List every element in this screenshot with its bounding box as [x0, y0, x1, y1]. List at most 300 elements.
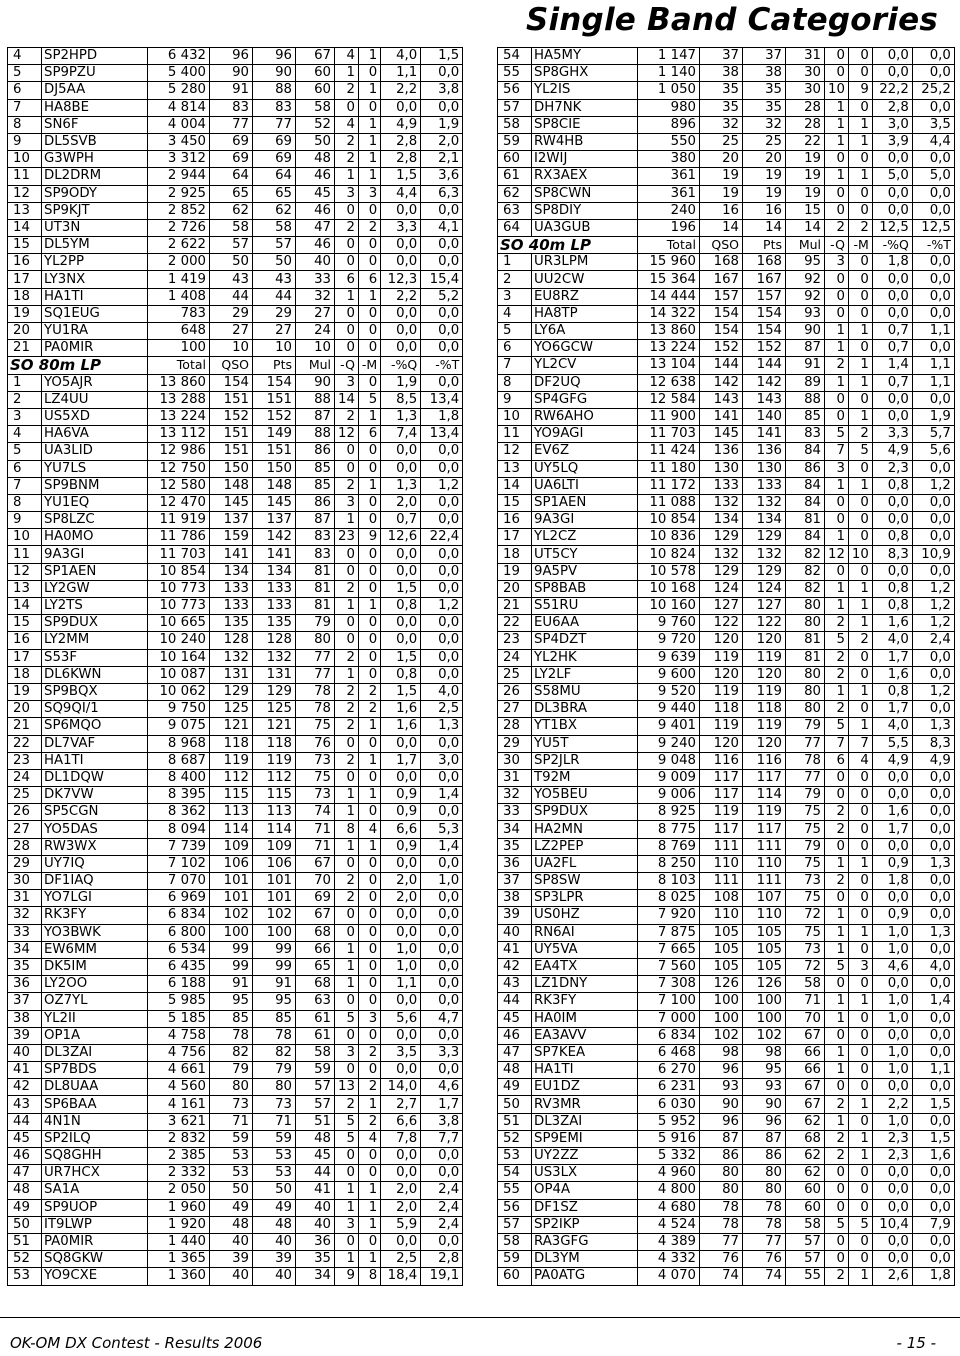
value-cell: 0: [848, 202, 872, 219]
value-cell: 0: [848, 1199, 872, 1216]
callsign-cell: HA2MN: [532, 821, 638, 838]
value-cell: 0,9: [381, 787, 421, 804]
value-cell: 2 050: [148, 1182, 210, 1199]
callsign-cell: SP5CGN: [42, 804, 148, 821]
value-cell: 112: [253, 769, 296, 786]
table-row: [8, 1096, 463, 1113]
value-cell: 1 050: [638, 82, 700, 99]
callsign-cell: EU1DZ: [532, 1079, 638, 1096]
value-cell: 82: [210, 1044, 253, 1061]
value-cell: 0: [335, 735, 359, 752]
value-cell: 2: [335, 701, 359, 718]
value-cell: 116: [700, 752, 743, 769]
callsign-cell: YO5BEU: [532, 787, 638, 804]
value-cell: 1 419: [148, 271, 210, 288]
callsign-cell: SP8CWN: [532, 185, 638, 202]
rank-cell: 20: [498, 580, 532, 597]
value-cell: 143: [743, 391, 786, 408]
value-cell: 129: [253, 683, 296, 700]
value-cell: 53: [253, 1165, 296, 1182]
value-cell: 2: [335, 133, 359, 150]
value-cell: 73: [210, 1096, 253, 1113]
value-cell: 132: [210, 649, 253, 666]
results-column-right: [497, 47, 955, 1286]
value-cell: 49: [210, 1199, 253, 1216]
value-cell: 12: [825, 546, 849, 563]
value-cell: 113: [210, 804, 253, 821]
value-cell: 83: [253, 99, 296, 116]
value-cell: 66: [786, 1062, 825, 1079]
value-cell: 0: [825, 65, 849, 82]
callsign-cell: US5XD: [42, 408, 148, 425]
value-cell: 59: [210, 1130, 253, 1147]
rank-cell: 9: [498, 391, 532, 408]
value-cell: 0: [358, 460, 380, 477]
value-cell: 0,8: [872, 529, 912, 546]
value-cell: 120: [743, 666, 786, 683]
table-row: [498, 666, 955, 683]
value-cell: 82: [786, 580, 825, 597]
value-cell: 38: [743, 65, 786, 82]
value-cell: 0: [335, 632, 359, 649]
table-row: [498, 821, 955, 838]
value-cell: 0,0: [872, 1251, 912, 1268]
value-cell: 0,0: [912, 1027, 954, 1044]
value-cell: 152: [700, 340, 743, 357]
value-cell: 144: [700, 357, 743, 374]
value-cell: 14: [700, 219, 743, 236]
value-cell: 13 104: [638, 357, 700, 374]
value-cell: 15 364: [638, 271, 700, 288]
value-cell: 3,3: [872, 426, 912, 443]
value-cell: 1: [358, 82, 380, 99]
value-cell: 12,3: [381, 271, 421, 288]
value-cell: 2 925: [148, 185, 210, 202]
value-cell: 61: [296, 1010, 335, 1027]
value-cell: 1: [335, 787, 359, 804]
value-cell: 154: [743, 305, 786, 322]
value-cell: 1,2: [912, 683, 954, 700]
value-cell: 106: [210, 855, 253, 872]
rank-cell: 58: [498, 1233, 532, 1250]
table-row: [498, 133, 955, 150]
table-row: [8, 701, 463, 718]
value-cell: 0,0: [912, 65, 954, 82]
value-cell: 7,4: [381, 426, 421, 443]
rank-cell: 58: [498, 116, 532, 133]
rank-cell: 50: [8, 1216, 42, 1233]
column-header: Pts: [743, 237, 786, 254]
value-cell: 9 048: [638, 752, 700, 769]
value-cell: 1: [825, 924, 849, 941]
value-cell: 0,8: [872, 683, 912, 700]
value-cell: 121: [210, 718, 253, 735]
callsign-cell: DF1SZ: [532, 1199, 638, 1216]
value-cell: 0,0: [421, 941, 463, 958]
value-cell: 83: [786, 426, 825, 443]
value-cell: 0: [825, 769, 849, 786]
value-cell: 68: [786, 1130, 825, 1147]
callsign-cell: DL1DQW: [42, 769, 148, 786]
value-cell: 1: [825, 340, 849, 357]
table-row: [498, 460, 955, 477]
table-row: [8, 1216, 463, 1233]
table-row: [8, 941, 463, 958]
value-cell: 0,0: [912, 340, 954, 357]
value-cell: 0: [358, 976, 380, 993]
value-cell: 0: [825, 890, 849, 907]
value-cell: 0: [848, 1079, 872, 1096]
rank-cell: 30: [8, 873, 42, 890]
callsign-cell: EU8RZ: [532, 288, 638, 305]
value-cell: 6 969: [148, 890, 210, 907]
rank-cell: 25: [498, 666, 532, 683]
value-cell: 0,0: [421, 65, 463, 82]
value-cell: 1: [358, 787, 380, 804]
value-cell: 2,4: [421, 1199, 463, 1216]
value-cell: 78: [743, 1199, 786, 1216]
value-cell: 0: [335, 1165, 359, 1182]
value-cell: 6 270: [638, 1062, 700, 1079]
value-cell: 151: [210, 443, 253, 460]
value-cell: 0: [358, 237, 380, 254]
value-cell: 0,0: [912, 941, 954, 958]
callsign-cell: SP9KJT: [42, 202, 148, 219]
value-cell: 5 952: [638, 1113, 700, 1130]
value-cell: 0: [848, 1062, 872, 1079]
value-cell: 7,7: [421, 1130, 463, 1147]
table-row: [498, 907, 955, 924]
value-cell: 9: [358, 529, 380, 546]
value-cell: 1,7: [872, 649, 912, 666]
value-cell: 50: [253, 1182, 296, 1199]
value-cell: 60: [786, 1199, 825, 1216]
value-cell: 58: [210, 219, 253, 236]
value-cell: 4 680: [638, 1199, 700, 1216]
callsign-cell: YO5DAS: [42, 821, 148, 838]
value-cell: 6 468: [638, 1044, 700, 1061]
callsign-cell: SP1AEN: [532, 494, 638, 511]
value-cell: 0,0: [381, 460, 421, 477]
value-cell: 0,0: [381, 305, 421, 322]
value-cell: 5: [825, 1216, 849, 1233]
rank-cell: 44: [498, 993, 532, 1010]
value-cell: 112: [210, 769, 253, 786]
value-cell: 1: [848, 598, 872, 615]
table-row: [498, 598, 955, 615]
value-cell: 4 756: [148, 1044, 210, 1061]
value-cell: 1: [358, 838, 380, 855]
value-cell: 10 578: [638, 563, 700, 580]
callsign-cell: LY3NX: [42, 271, 148, 288]
callsign-cell: 9A3GI: [532, 512, 638, 529]
value-cell: 0: [358, 958, 380, 975]
value-cell: 8 775: [638, 821, 700, 838]
value-cell: 0,0: [421, 924, 463, 941]
value-cell: 57: [786, 1233, 825, 1250]
rank-cell: 28: [498, 718, 532, 735]
value-cell: 2: [335, 873, 359, 890]
value-cell: 0,0: [381, 1148, 421, 1165]
value-cell: 0: [848, 976, 872, 993]
value-cell: 0,0: [421, 890, 463, 907]
value-cell: 1,9: [912, 408, 954, 425]
table-row: [498, 632, 955, 649]
value-cell: 15: [786, 202, 825, 219]
value-cell: 0: [358, 924, 380, 941]
value-cell: 11 919: [148, 512, 210, 529]
value-cell: 0: [848, 48, 872, 65]
value-cell: 13 224: [148, 408, 210, 425]
value-cell: 87: [743, 1130, 786, 1147]
value-cell: 1,3: [381, 477, 421, 494]
table-row: [8, 1233, 463, 1250]
callsign-cell: DJ5AA: [42, 82, 148, 99]
value-cell: 80: [700, 1182, 743, 1199]
value-cell: 0: [358, 374, 380, 391]
value-cell: 0,0: [912, 976, 954, 993]
value-cell: 1,6: [381, 701, 421, 718]
value-cell: 100: [210, 924, 253, 941]
rank-cell: 8: [498, 374, 532, 391]
callsign-cell: YL2HK: [532, 649, 638, 666]
table-row: [8, 151, 463, 168]
value-cell: 25,2: [912, 82, 954, 99]
table-row: [8, 1165, 463, 1182]
callsign-cell: YO7LGI: [42, 890, 148, 907]
value-cell: 1,5: [912, 1096, 954, 1113]
value-cell: 95: [253, 993, 296, 1010]
value-cell: 4,0: [872, 632, 912, 649]
table-row: [498, 202, 955, 219]
table-row: [8, 1062, 463, 1079]
rank-cell: 5: [8, 65, 42, 82]
callsign-cell: DL3YM: [532, 1251, 638, 1268]
value-cell: 8 400: [148, 769, 210, 786]
value-cell: 137: [210, 512, 253, 529]
value-cell: 91: [253, 976, 296, 993]
value-cell: 1,6: [381, 718, 421, 735]
callsign-cell: YU1EQ: [42, 494, 148, 511]
rank-cell: 7: [498, 357, 532, 374]
value-cell: 1: [358, 151, 380, 168]
value-cell: 1: [358, 116, 380, 133]
value-cell: 65: [210, 185, 253, 202]
value-cell: 0: [335, 855, 359, 872]
value-cell: 80: [786, 701, 825, 718]
value-cell: 1,5: [381, 649, 421, 666]
callsign-cell: DK7VW: [42, 787, 148, 804]
value-cell: 40: [296, 254, 335, 271]
value-cell: 9 520: [638, 683, 700, 700]
value-cell: 136: [743, 443, 786, 460]
value-cell: 11 786: [148, 529, 210, 546]
value-cell: 1: [825, 99, 849, 116]
value-cell: 2: [335, 649, 359, 666]
table-row: [8, 65, 463, 82]
value-cell: 46: [296, 168, 335, 185]
value-cell: 1: [825, 598, 849, 615]
value-cell: 76: [700, 1251, 743, 1268]
table-row: [498, 941, 955, 958]
column-header: Pts: [253, 357, 296, 374]
value-cell: 0: [335, 769, 359, 786]
value-cell: 95: [210, 993, 253, 1010]
value-cell: 7 739: [148, 838, 210, 855]
value-cell: 3,9: [872, 133, 912, 150]
value-cell: 0: [358, 580, 380, 597]
value-cell: 0,0: [381, 340, 421, 357]
value-cell: 37: [743, 48, 786, 65]
value-cell: 0,0: [421, 563, 463, 580]
table-row: [8, 580, 463, 597]
value-cell: 96: [700, 1113, 743, 1130]
callsign-cell: UR7HCX: [42, 1165, 148, 1182]
value-cell: 5: [335, 1130, 359, 1147]
value-cell: 52: [296, 116, 335, 133]
value-cell: 6,6: [381, 1113, 421, 1130]
table-row: [498, 391, 955, 408]
value-cell: 105: [743, 941, 786, 958]
value-cell: 9 075: [148, 718, 210, 735]
value-cell: 109: [253, 838, 296, 855]
value-cell: 1: [848, 615, 872, 632]
value-cell: 1 140: [638, 65, 700, 82]
value-cell: 0,7: [872, 323, 912, 340]
value-cell: 1 960: [148, 1199, 210, 1216]
value-cell: 68: [296, 924, 335, 941]
value-cell: 0,0: [912, 305, 954, 322]
rank-cell: 27: [498, 701, 532, 718]
callsign-cell: OP4A: [532, 1182, 638, 1199]
value-cell: 2: [825, 1130, 849, 1147]
callsign-cell: SP8LZC: [42, 512, 148, 529]
category-header: [8, 357, 463, 374]
value-cell: 82: [786, 546, 825, 563]
value-cell: 73: [253, 1096, 296, 1113]
table-row: [498, 1010, 955, 1027]
callsign-cell: HA1TI: [42, 752, 148, 769]
value-cell: 0: [358, 1165, 380, 1182]
value-cell: 1,9: [421, 116, 463, 133]
rank-cell: 49: [498, 1079, 532, 1096]
value-cell: 90: [296, 374, 335, 391]
value-cell: 0,0: [381, 1165, 421, 1182]
table-row: [498, 1044, 955, 1061]
callsign-cell: YU1RA: [42, 323, 148, 340]
value-cell: 4: [848, 752, 872, 769]
value-cell: 81: [296, 563, 335, 580]
value-cell: 154: [743, 323, 786, 340]
rank-cell: 31: [8, 890, 42, 907]
value-cell: 1: [848, 1096, 872, 1113]
value-cell: 148: [210, 477, 253, 494]
table-row: [498, 340, 955, 357]
value-cell: 1: [848, 477, 872, 494]
value-cell: 5,9: [381, 1216, 421, 1233]
table-row: [8, 374, 463, 391]
value-cell: 32: [296, 288, 335, 305]
callsign-cell: SP9DUX: [532, 804, 638, 821]
table-row: [498, 976, 955, 993]
table-row: [498, 580, 955, 597]
rank-cell: 23: [8, 752, 42, 769]
value-cell: 111: [743, 873, 786, 890]
value-cell: 93: [786, 305, 825, 322]
value-cell: 9 600: [638, 666, 700, 683]
rank-cell: 59: [498, 133, 532, 150]
value-cell: 0,0: [872, 48, 912, 65]
value-cell: 0: [848, 804, 872, 821]
value-cell: 110: [700, 855, 743, 872]
value-cell: 2,4: [912, 632, 954, 649]
value-cell: 0: [825, 494, 849, 511]
value-cell: 0: [825, 288, 849, 305]
rank-cell: 32: [8, 907, 42, 924]
rank-cell: 15: [8, 237, 42, 254]
value-cell: 80: [743, 1182, 786, 1199]
table-row: [498, 1199, 955, 1216]
value-cell: 8 769: [638, 838, 700, 855]
value-cell: 0,0: [912, 48, 954, 65]
value-cell: 53: [253, 1148, 296, 1165]
value-cell: 3: [335, 494, 359, 511]
rank-cell: 16: [8, 632, 42, 649]
rank-cell: 26: [8, 804, 42, 821]
value-cell: 0,0: [912, 1165, 954, 1182]
value-cell: 1,8: [872, 254, 912, 271]
rank-cell: 26: [498, 683, 532, 700]
rank-cell: 34: [8, 941, 42, 958]
value-cell: 0,0: [421, 993, 463, 1010]
table-row: [498, 357, 955, 374]
callsign-cell: LY6A: [532, 323, 638, 340]
value-cell: 7 070: [148, 873, 210, 890]
value-cell: 7 920: [638, 907, 700, 924]
rank-cell: 6: [8, 460, 42, 477]
value-cell: 101: [253, 890, 296, 907]
table-row: [498, 752, 955, 769]
value-cell: 117: [700, 787, 743, 804]
callsign-cell: SQ9QI/1: [42, 701, 148, 718]
value-cell: 11 703: [148, 546, 210, 563]
value-cell: 84: [786, 443, 825, 460]
value-cell: 3: [335, 374, 359, 391]
table-row: [498, 804, 955, 821]
value-cell: 0: [358, 494, 380, 511]
table-row: [8, 666, 463, 683]
callsign-cell: SP9BQX: [42, 683, 148, 700]
rank-cell: 8: [8, 494, 42, 511]
value-cell: 10,4: [872, 1216, 912, 1233]
value-cell: 86: [296, 494, 335, 511]
value-cell: 6 030: [638, 1096, 700, 1113]
value-cell: 8 362: [148, 804, 210, 821]
callsign-cell: SP1AEN: [42, 563, 148, 580]
value-cell: 0: [825, 1182, 849, 1199]
value-cell: 0,0: [421, 1062, 463, 1079]
table-row: [498, 305, 955, 322]
value-cell: 91: [210, 82, 253, 99]
value-cell: 51: [296, 1113, 335, 1130]
value-cell: 1: [335, 288, 359, 305]
value-cell: 2 000: [148, 254, 210, 271]
value-cell: 4 960: [638, 1165, 700, 1182]
value-cell: 64: [253, 168, 296, 185]
table-row: [498, 683, 955, 700]
value-cell: 99: [210, 958, 253, 975]
value-cell: 19,1: [421, 1268, 463, 1285]
